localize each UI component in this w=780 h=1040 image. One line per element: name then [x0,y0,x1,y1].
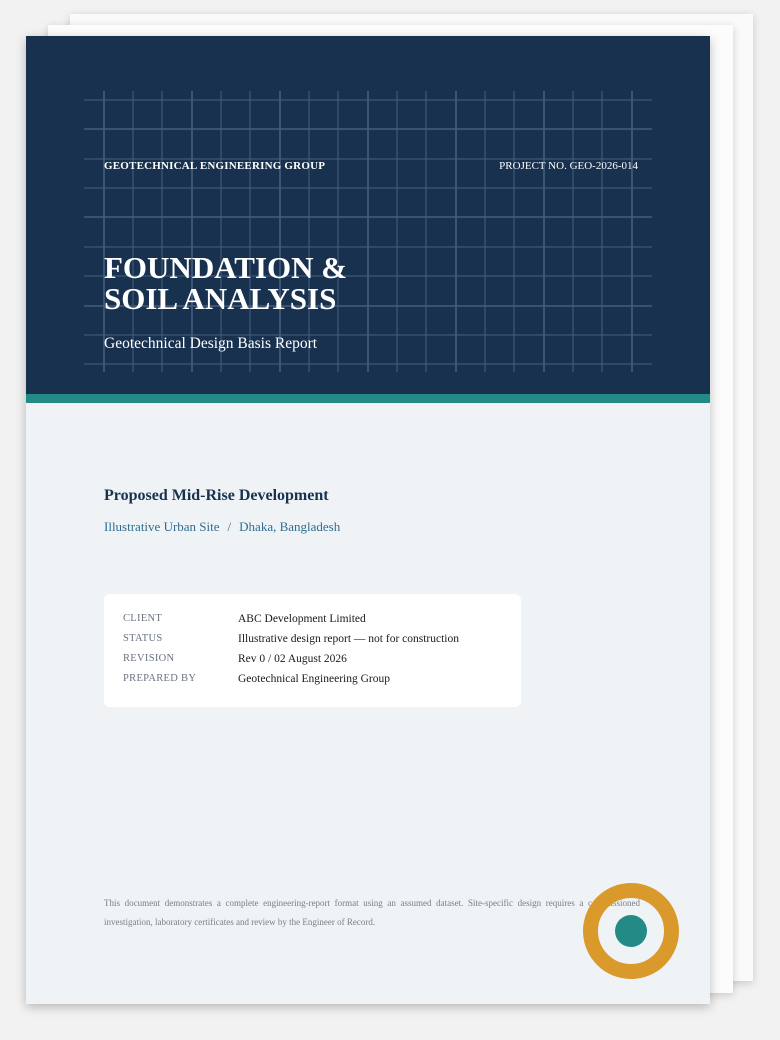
report-title [104,252,347,314]
info-label: STATUS [123,633,163,644]
accent-bar [26,394,710,403]
seal-icon [582,882,680,980]
info-card [104,594,521,707]
organization-name: GEOTECHNICAL ENGINEERING GROUP [104,160,326,172]
title-line-1: FOUNDATION & [104,250,348,285]
city-name: Dhaka, Bangladesh [239,519,341,534]
info-value: Geotechnical Engineering Group [238,673,390,685]
info-value: ABC Development Limited [238,613,366,625]
location-separator: / [227,519,232,534]
info-label: PREPARED BY [123,673,197,684]
site-name: Illustrative Urban Site [104,519,220,534]
project-number: PROJECT NO. GEO-2026-014 [499,160,638,172]
info-label: REVISION [123,653,175,664]
info-label: CLIENT [123,613,163,624]
info-value: Illustrative design report — not for construction [238,633,460,645]
title-line-2: SOIL ANALYSIS [104,281,337,316]
project-name: Proposed Mid-Rise Development [104,487,329,504]
project-location [104,519,340,535]
report-cover-page [26,36,710,1004]
info-value: Rev 0 / 02 August 2026 [238,653,347,665]
cover-header [26,36,710,394]
report-subtitle: Geotechnical Design Basis Report [104,335,318,352]
disclaimer-text: This document demonstrates a complete engineering-report format using an assumed dataset. Site-specific design requires a commissioned investigation, laboratory certificates and review by the Engineer of Record. [104,898,640,927]
